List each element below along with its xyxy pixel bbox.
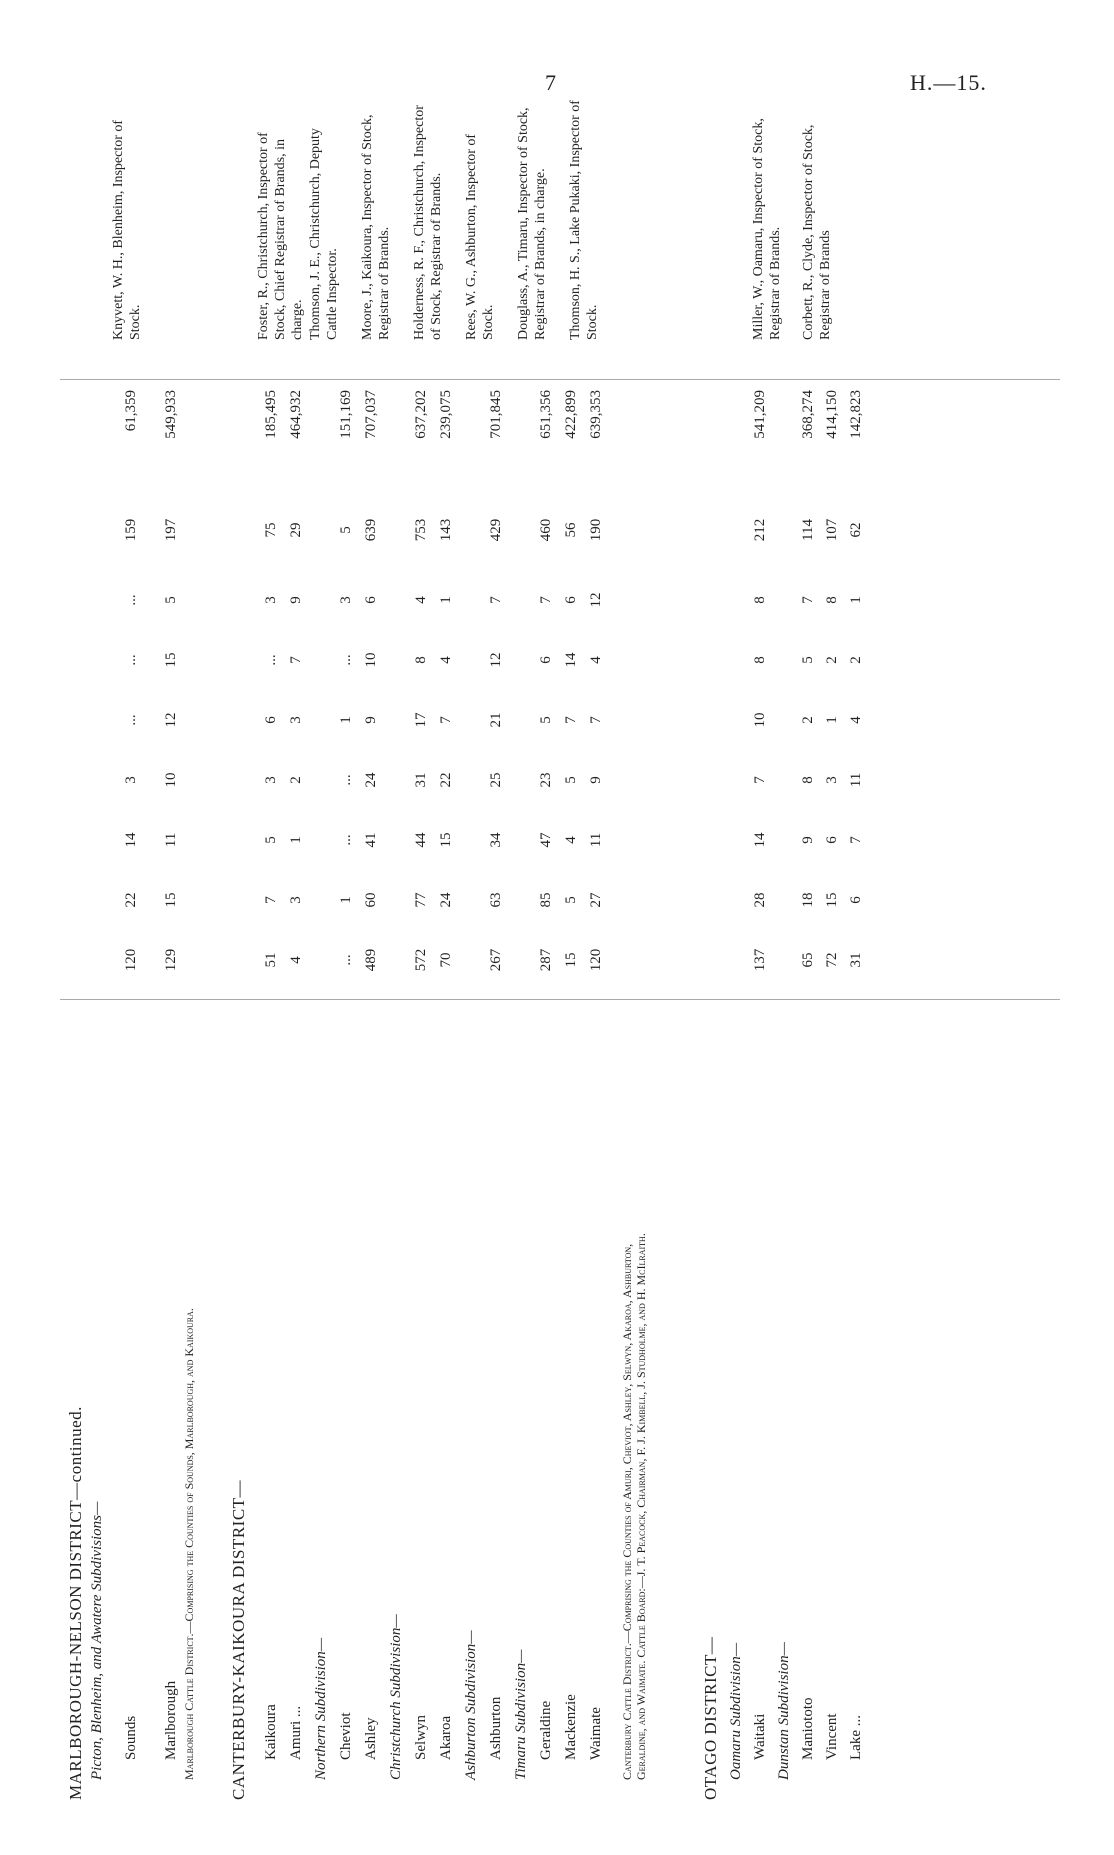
- row-label: Christchurch Subdivision—: [388, 1614, 404, 1780]
- table-cell: 549,933: [163, 390, 179, 439]
- section-title: CANTERBURY-KAIKOURA DISTRICT—: [229, 1479, 248, 1800]
- table-row: [560, 100, 582, 1800]
- table-cell: 3: [824, 776, 840, 784]
- table-cell: 753: [413, 518, 429, 542]
- table-row: [725, 100, 747, 1800]
- table-cell: 5: [263, 836, 279, 844]
- table-cell: 22: [438, 772, 454, 788]
- table-cell: 27: [588, 892, 604, 908]
- table-row: [435, 100, 457, 1800]
- table-cell: 44: [413, 832, 429, 848]
- table-cell: 120: [588, 948, 604, 972]
- table-cell: 6: [363, 596, 379, 604]
- table-cell: 15: [163, 892, 179, 908]
- table-cell: 120: [123, 948, 139, 972]
- table-cell: 14: [563, 652, 579, 668]
- table-cell: 70: [438, 952, 454, 968]
- table-cell: 464,932: [288, 390, 304, 439]
- table-cell: 4: [288, 956, 304, 964]
- table-cell: 5: [338, 526, 354, 534]
- table-cell: 7: [288, 656, 304, 664]
- table-cell: 10: [363, 652, 379, 668]
- subdivision-heading: Picton, Blenheim, and Awatere Subdivisions—: [89, 1501, 105, 1780]
- table-cell: 5: [563, 896, 579, 904]
- table-cell: 137: [752, 948, 768, 972]
- table-cell: 21: [488, 712, 504, 728]
- row-label: Northern Subdivision—: [313, 1637, 329, 1780]
- row-label: Sounds: [123, 1715, 139, 1760]
- table-row: [385, 100, 407, 1800]
- table-cell: 14: [123, 832, 139, 848]
- row-label: Lake ...: [848, 1715, 864, 1760]
- inspector-note: Thomson, H. S., Lake Pukaki, Inspector of Stock.: [568, 100, 600, 340]
- table-cell: 8: [752, 596, 768, 604]
- page-number: 7: [545, 70, 556, 95]
- table-cell: ...: [338, 834, 354, 846]
- table-cell: 31: [848, 952, 864, 968]
- table-cell: 24: [438, 892, 454, 908]
- table-row: [797, 100, 819, 1800]
- table-cell: 572: [413, 948, 429, 972]
- inspector-note: Rees, W. G., Ashburton, Inspector of Stock.: [464, 133, 496, 340]
- table-cell: 11: [163, 832, 179, 848]
- table-cell: 414,150: [824, 390, 840, 439]
- table-cell: 6: [824, 836, 840, 844]
- table-cell: 47: [538, 832, 554, 848]
- table-cell: 3: [123, 776, 139, 784]
- table-cell: 15: [438, 832, 454, 848]
- row-label: Amuri ...: [288, 1705, 304, 1760]
- table-row: [410, 100, 432, 1800]
- table-cell: 34: [488, 832, 504, 848]
- table-cell: 8: [752, 656, 768, 664]
- table-cell: ...: [338, 654, 354, 666]
- inspector-note: Thomson, J. E., Christchurch, Deputy Cattle Inspector.: [308, 128, 340, 340]
- table-row: [160, 100, 182, 1800]
- section-title: MARLBOROUGH-NELSON DISTRICT—continued.: [66, 1406, 85, 1800]
- table-cell: 3: [338, 596, 354, 604]
- table-cell: 7: [538, 596, 554, 604]
- row-label: Geraldine: [538, 1700, 554, 1760]
- table-cell: 107: [824, 518, 840, 542]
- row-label: Timaru Subdivision—: [513, 1649, 529, 1780]
- table-cell: 7: [263, 896, 279, 904]
- table-row: [335, 100, 357, 1800]
- table-row: [821, 100, 843, 1800]
- inspector-note: Holderness, R. F., Christchurch, Inspector of Stock, Registrar of Brands.: [412, 105, 444, 340]
- inspector-note: Miller, W., Oamaru, Inspector of Stock, Registrar of Brands.: [751, 118, 783, 340]
- table-cell: 1: [338, 716, 354, 724]
- cattle-district-note: Marlborough Cattle District.—Comprising the Counties of Sounds, Marlborough, and Kaikoura.: [182, 1308, 196, 1780]
- inspector-note: Knyvett, W. H., Blenheim, Inspector of Stock.: [111, 119, 143, 340]
- table-cell: 12: [163, 712, 179, 728]
- table-cell: 3: [288, 716, 304, 724]
- table-row: [749, 100, 771, 1800]
- table-cell: 9: [363, 716, 379, 724]
- table-cell: 239,075: [438, 390, 454, 439]
- table-cell: 5: [163, 596, 179, 604]
- table-cell: 1: [824, 716, 840, 724]
- table-cell: 15: [163, 652, 179, 668]
- table-cell: 7: [588, 716, 604, 724]
- table-cell: 6: [563, 596, 579, 604]
- row-label: Maniototo: [800, 1697, 816, 1760]
- table-cell: 28: [752, 892, 768, 908]
- table-cell: 7: [752, 776, 768, 784]
- inspector-note: Douglass, A., Timaru, Inspector of Stock, Registrar of Brands, in charge.: [516, 107, 548, 340]
- table-cell: 639,353: [588, 390, 604, 439]
- table-cell: ...: [338, 954, 354, 966]
- row-label: Dunstan Subdivision—: [776, 1642, 792, 1780]
- table-cell: 6: [538, 656, 554, 664]
- table-cell: 637,202: [413, 390, 429, 439]
- row-label: Waitaki: [752, 1713, 768, 1760]
- table-cell: 85: [538, 892, 554, 908]
- table-cell: 10: [163, 772, 179, 788]
- section-title: OTAGO DISTRICT—: [701, 1636, 720, 1800]
- table-cell: 7: [848, 836, 864, 844]
- table-cell: 1: [848, 596, 864, 604]
- table-cell: 114: [800, 519, 816, 541]
- table-cell: 2: [288, 776, 304, 784]
- table-cell: 1: [288, 836, 304, 844]
- table-cell: 51: [263, 952, 279, 968]
- table-cell: 422,899: [563, 390, 579, 439]
- table-cell: 4: [438, 656, 454, 664]
- table-cell: 3: [263, 596, 279, 604]
- table-cell: 15: [824, 892, 840, 908]
- table-row: [310, 100, 332, 1800]
- table-cell: 15: [563, 952, 579, 968]
- table-cell: 18: [800, 892, 816, 908]
- table-cell: 5: [563, 776, 579, 784]
- table-cell: 287: [538, 948, 554, 972]
- table-cell: 12: [588, 592, 604, 608]
- table-cell: 185,495: [263, 390, 279, 439]
- table-cell: 29: [288, 522, 304, 538]
- table-cell: 22: [123, 892, 139, 908]
- table-cell: 151,169: [338, 390, 354, 439]
- table-cell: 14: [752, 832, 768, 848]
- table-cell: 267: [488, 948, 504, 972]
- table-cell: 10: [752, 712, 768, 728]
- row-label: Selwyn: [413, 1715, 429, 1760]
- row-label: Waimate: [588, 1707, 604, 1760]
- table-cell: 41: [363, 832, 379, 848]
- table-cell: 159: [123, 518, 139, 542]
- table-cell: 77: [413, 892, 429, 908]
- cattle-district-note: Canterbury Cattle District.—Comprising the Counties of Amuri, Cheviot, Ashley, Selwyn, Akaroa, Ashburton, Geraldine, and Waimate. Cattle Board:—J. T. Peacock, Chairman, F. J. Kimbell, J. Studholme, and H. McIlraith.: [620, 1233, 648, 1780]
- table-cell: 31: [413, 772, 429, 788]
- table-cell: 3: [288, 896, 304, 904]
- table-row: [535, 100, 557, 1800]
- table-cell: 9: [288, 596, 304, 604]
- table-cell: 12: [488, 652, 504, 668]
- row-label: Ashburton Subdivision—: [463, 1630, 479, 1780]
- table-cell: 72: [824, 952, 840, 968]
- table-cell: 24: [363, 772, 379, 788]
- table-cell: 6: [848, 896, 864, 904]
- table-cell: 368,274: [800, 390, 816, 439]
- inspector-note: Moore, J., Kaikoura, Inspector of Stock, Registrar of Brands.: [360, 114, 392, 340]
- table-cell: ...: [263, 654, 279, 666]
- table-cell: 11: [848, 772, 864, 788]
- table-row: [260, 100, 282, 1800]
- table-cell: 9: [800, 836, 816, 844]
- row-label: Oamaru Subdivision—: [728, 1642, 744, 1780]
- table-row: [773, 100, 795, 1800]
- table-cell: 2: [848, 656, 864, 664]
- table-cell: 62: [848, 522, 864, 538]
- table-cell: 5: [800, 656, 816, 664]
- table-cell: 75: [263, 522, 279, 538]
- table-cell: 17: [413, 712, 429, 728]
- table-cell: 651,356: [538, 390, 554, 439]
- table-row: [285, 100, 307, 1800]
- table-cell: 9: [588, 776, 604, 784]
- table-cell: 541,209: [752, 390, 768, 439]
- inspector-note: Corbett, R., Clyde, Inspector of Stock, Registrar of Brands: [801, 124, 833, 340]
- table-cell: ...: [338, 774, 354, 786]
- row-label: Akaroa: [438, 1715, 454, 1760]
- table-cell: 707,037: [363, 390, 379, 439]
- table-cell: 3: [263, 776, 279, 784]
- table-cell: 701,845: [488, 390, 504, 439]
- table-row: [360, 100, 382, 1800]
- table-cell: 190: [588, 518, 604, 542]
- table-row: [845, 100, 867, 1800]
- table-cell: 7: [438, 716, 454, 724]
- table-cell: 63: [488, 892, 504, 908]
- table-cell: 23: [538, 772, 554, 788]
- row-label: Vincent: [824, 1713, 840, 1760]
- row-label: Marlborough: [163, 1680, 179, 1760]
- table-cell: 7: [800, 596, 816, 604]
- table-cell: 11: [588, 832, 604, 848]
- table-row: [510, 100, 532, 1800]
- table-cell: 65: [800, 952, 816, 968]
- table-cell: 56: [563, 522, 579, 538]
- row-label: Mackenzie: [563, 1694, 579, 1760]
- inspector-note: Foster, R., Christchurch, Inspector of Stock, Chief Registrar of Brands, in charge.: [256, 132, 305, 340]
- rotated-table: [60, 100, 1060, 1800]
- table-cell: 4: [848, 716, 864, 724]
- table-cell: 8: [800, 776, 816, 784]
- table-cell: 142,823: [848, 390, 864, 439]
- table-cell: 60: [363, 892, 379, 908]
- table-cell: 7: [563, 716, 579, 724]
- table-cell: 639: [363, 518, 379, 542]
- table-cell: 8: [824, 596, 840, 604]
- table-row: [120, 100, 142, 1800]
- table-cell: 197: [163, 518, 179, 542]
- table-cell: 129: [163, 948, 179, 972]
- page-id: H.—15.: [910, 70, 987, 95]
- table-cell: ...: [123, 594, 139, 606]
- table-cell: ...: [123, 714, 139, 726]
- table-cell: 4: [588, 656, 604, 664]
- row-label: Ashley: [363, 1717, 379, 1760]
- table-cell: 4: [413, 596, 429, 604]
- table-cell: 4: [563, 836, 579, 844]
- table-cell: 7: [488, 596, 504, 604]
- table-row: [585, 100, 607, 1800]
- table-cell: 2: [824, 656, 840, 664]
- row-label: Kaikoura: [263, 1704, 279, 1760]
- table-cell: ...: [123, 654, 139, 666]
- table-cell: 429: [488, 518, 504, 542]
- table-cell: 6: [263, 716, 279, 724]
- table-cell: 1: [438, 596, 454, 604]
- table-cell: 5: [538, 716, 554, 724]
- table-row: [485, 100, 507, 1800]
- table-cell: 8: [413, 656, 429, 664]
- table-cell: 2: [800, 716, 816, 724]
- table-cell: 143: [438, 518, 454, 542]
- table-cell: 25: [488, 772, 504, 788]
- table-cell: 1: [338, 896, 354, 904]
- table-row: [460, 100, 482, 1800]
- table-cell: 61,359: [123, 390, 139, 432]
- table-cell: 460: [538, 518, 554, 542]
- table-cell: 212: [752, 518, 768, 542]
- table-cell: 489: [363, 948, 379, 972]
- row-label: Ashburton: [488, 1696, 504, 1760]
- row-label: Cheviot: [338, 1712, 354, 1760]
